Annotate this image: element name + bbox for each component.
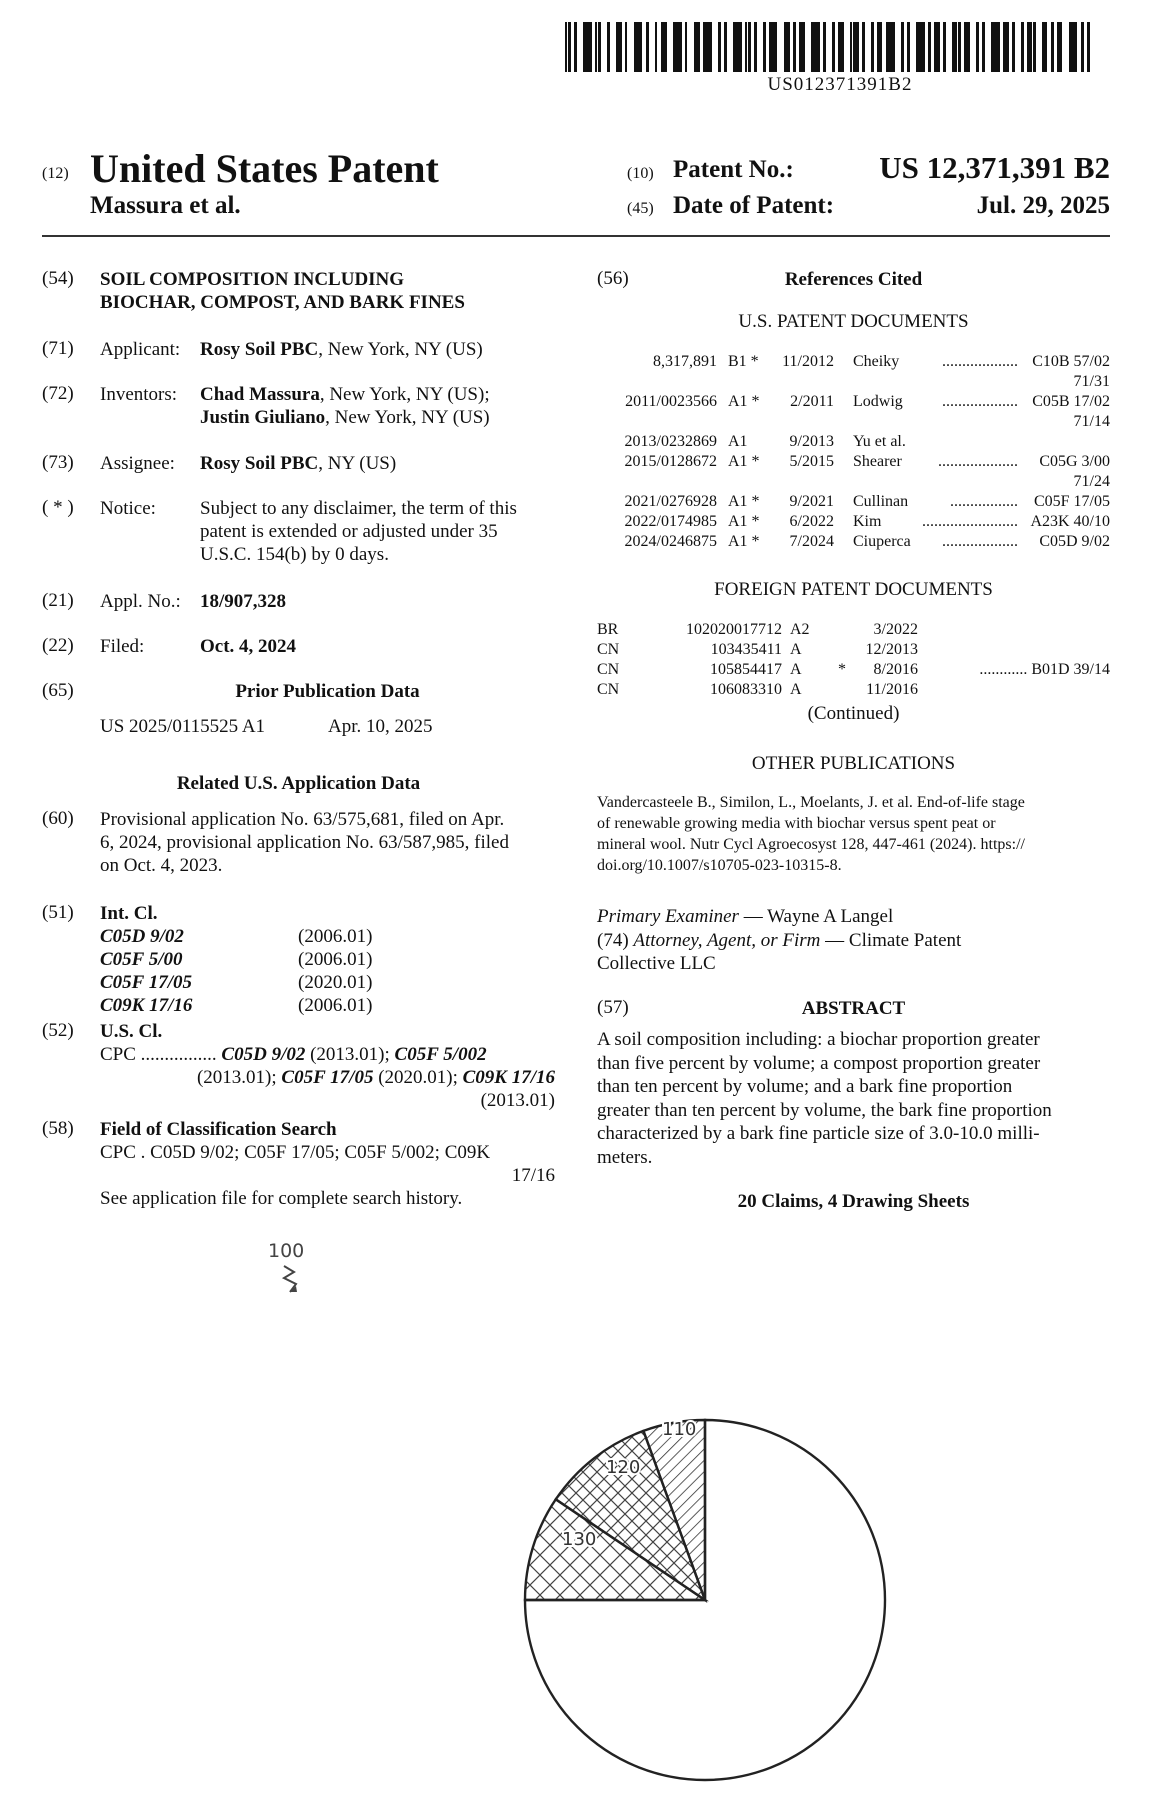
us-ref-inventor: Shearer [853,453,902,470]
us-ref-number: 8,317,891 [653,353,717,370]
foreign-ref-country: CN [597,681,620,698]
foreign-ref-date: 12/2013 [865,641,918,658]
notice-label: Notice: [100,498,156,519]
code-58: (58) [42,1118,74,1139]
us-ref-date: 11/2012 [782,353,834,370]
us-ref-leader: ........................ [922,513,1018,530]
filed-date: Oct. 4, 2024 [200,636,297,657]
int-cl-label: Int. Cl. [100,903,158,924]
inventors: Chad Massura, New York, NY (US); Justin Giuliano, New York, NY (US) [200,384,490,428]
us-ref-number: 2015/0128672 [624,453,717,470]
code-notice: ( * ) [42,497,74,518]
code-57: (57) [597,997,629,1018]
assignee: Rosy Soil PBC, NY (US) [200,453,397,474]
pie-label-110: 110 [662,1419,697,1440]
code-52: (52) [42,1020,74,1041]
us-ref-subclass: 71/14 [1073,413,1110,430]
us-ref-class: C05G 3/00 [1039,453,1110,470]
us-ref-leader: .................... [938,453,1018,470]
foreign-ref-star: * [838,661,846,678]
us-ref-number: 2021/0276928 [624,493,717,510]
field-search-label: Field of Classification Search [100,1119,337,1140]
foreign-ref-kind: A [790,641,802,658]
us-ref-leader: ................. [950,493,1018,510]
us-ref-subclass: 71/31 [1073,373,1110,390]
us-ref-class: C05B 17/02 [1032,393,1110,410]
us-ref-leader: ................... [942,533,1018,550]
us-docs-heading: U.S. PATENT DOCUMENTS [738,311,969,332]
abstract-text: A soil composition including: a biochar proportion greater than five percent by volume; a compost proportion greater than ten percent by volume; and a bark fine proportion greater than ten percent by volume, the bark fine proportion characterized by a bark fine particle size of 3.0-10.0 milli- meters. [597,1029,1052,1168]
header-rule [42,235,1110,237]
foreign-ref-country: CN [597,641,620,658]
filed-label: Filed: [100,636,145,657]
us-ref-inventor: Cullinan [853,493,909,510]
other-pubs-heading: OTHER PUBLICATIONS [751,753,956,774]
code-54: (54) [42,268,74,289]
continued-note: (Continued) [807,703,900,724]
authors: Massura et al. [90,192,241,219]
us-ref-number: 2013/0232869 [624,433,717,450]
inventors-label: Inventors: [100,384,178,405]
foreign-ref-number: 102020017712 [686,621,782,638]
us-ref-kind: A1 [728,433,748,450]
code-65: (65) [42,680,74,701]
code-71: (71) [42,338,74,359]
abstract-heading: ABSTRACT [801,998,906,1019]
applicant-label: Applicant: [100,339,181,360]
int-cl-table: C05D 9/02 (2006.01) C05F 5/00 (2006.01) C05F 17/05 (2020.01) C09K 17/16 (2006.01) [100,926,373,1016]
attorney: (74) Attorney, Agent, or Firm — Climate Patent Collective LLC [597,930,962,974]
figure-ref-100: 100 [268,1240,305,1262]
foreign-ref-class: ............ B01D 39/14 [979,661,1110,678]
us-ref-date: 9/2021 [789,493,834,510]
pie-label-120: 120 [606,1457,641,1478]
field-search-line3: See application file for complete search history. [100,1188,463,1209]
barcode [565,22,1115,72]
date-label: Date of Patent: [673,192,835,219]
invention-title: SOIL COMPOSITION INCLUDING BIOCHAR, COMPOST, AND BARK FINES [100,269,465,313]
us-ref-date: 6/2022 [789,513,834,530]
us-ref-inventor: Lodwig [853,393,903,410]
patent-no-label: Patent No.: [673,156,794,183]
pie-figure [520,1395,930,1795]
patent-heading: United States Patent [90,146,439,191]
us-ref-number: 2011/0023566 [625,393,717,410]
field-search-line2: 17/16 [511,1165,555,1186]
us-ref-date: 9/2013 [789,433,834,450]
us-cl-line3: (2013.01) [480,1090,555,1111]
foreign-ref-kind: A [790,661,802,678]
appl-label: Appl. No.: [100,591,181,612]
foreign-ref-country: CN [597,661,620,678]
us-ref-class: A23K 40/10 [1030,513,1110,530]
claims-count: 20 Claims, 4 Drawing Sheets [737,1191,970,1212]
us-ref-kind: A1 * [728,493,760,510]
us-ref-class: C05F 17/05 [1033,493,1110,510]
foreign-ref-kind: A2 [790,621,810,638]
us-ref-leader: ................... [942,353,1018,370]
foreign-ref-date: 8/2016 [873,661,918,678]
us-ref-date: 2/2011 [790,393,834,410]
foreign-ref-date: 3/2022 [873,621,918,638]
other-pubs-text: Vandercasteele B., Similon, L., Moelants, J. et al. End-of-life stage of renewable growing media with biochar versus spent peat or mineral wool. Nutr Cycl Agroecosyst 128, 447-461 (2024). https:// doi.org/10.1007/s10705-023-10315-8. [597,794,1025,874]
us-ref-date: 5/2015 [789,453,834,470]
foreign-ref-kind: A [790,681,802,698]
ref-squiggle [276,1262,306,1298]
us-cl-line2: (2013.01); C05F 17/05 (2020.01); C09K 17/16 [196,1067,555,1088]
us-ref-date: 7/2024 [789,533,834,550]
pie-label-130: 130 [562,1529,597,1550]
us-ref-class: C05D 9/02 [1039,533,1110,550]
foreign-ref-number: 106083310 [710,681,782,698]
code-60: (60) [42,808,74,829]
code-72: (72) [42,383,74,404]
us-ref-kind: A1 * [728,513,760,530]
prior-pub-date: Apr. 10, 2025 [328,716,433,737]
foreign-docs-heading: FOREIGN PATENT DOCUMENTS [714,579,993,600]
related-heading: Related U.S. Application Data [176,773,421,794]
code-73: (73) [42,452,74,473]
code-12: (12) [42,165,69,182]
provisional-text: Provisional application No. 63/575,681, filed on Apr. 6, 2024, provisional application No. 63/587,985, filed on Oct. 4, 2023. [100,809,509,876]
us-ref-kind: A1 * [728,453,760,470]
field-search-line1: CPC . C05D 9/02; C05F 17/05; C05F 5/002; C09K [100,1142,491,1163]
code-21: (21) [42,590,74,611]
us-ref-subclass: 71/24 [1073,473,1110,490]
code-22: (22) [42,635,74,656]
us-ref-kind: A1 * [728,533,760,550]
notice-text: Subject to any disclaimer, the term of this patent is extended or adjusted under 35 U.S.C. 154(b) by 0 days. [200,498,517,565]
foreign-ref-number: 103435411 [710,641,782,658]
us-ref-class: C10B 57/02 [1032,353,1110,370]
appl-number: 18/907,328 [200,591,287,612]
us-ref-inventor: Ciuperca [853,533,911,550]
foreign-ref-number: 105854417 [710,661,782,678]
patent-date: Jul. 29, 2025 [976,192,1110,219]
applicant: Rosy Soil PBC, New York, NY (US) [200,339,483,360]
code-56: (56) [597,268,629,289]
barcode-number: US012371391B2 [767,74,913,95]
code-10: (10) [627,165,654,182]
us-ref-inventor: Yu et al. [853,433,906,450]
us-ref-number: 2022/0174985 [624,513,717,530]
us-ref-leader: ................... [942,393,1018,410]
us-ref-kind: A1 * [728,393,760,410]
foreign-ref-date: 11/2016 [866,681,918,698]
foreign-ref-country: BR [597,621,619,638]
us-cl-label: U.S. Cl. [100,1021,163,1042]
us-ref-kind: B1 * [728,353,759,370]
us-ref-inventor: Kim [853,513,882,530]
primary-examiner: Primary Examiner — Wayne A Langel [597,906,894,927]
prior-pub-heading: Prior Publication Data [235,681,420,702]
assignee-label: Assignee: [100,453,175,474]
code-51: (51) [42,902,74,923]
us-ref-number: 2024/0246875 [624,533,717,550]
prior-pub-number: US 2025/0115525 A1 [100,716,266,737]
us-cl-line1: CPC ................ C05D 9/02 (2013.01); C05F 5/002 [100,1044,487,1065]
refs-heading: References Cited [784,269,923,290]
patent-number: US 12,371,391 B2 [879,150,1110,185]
us-ref-inventor: Cheiky [853,353,900,370]
code-45: (45) [627,200,654,217]
